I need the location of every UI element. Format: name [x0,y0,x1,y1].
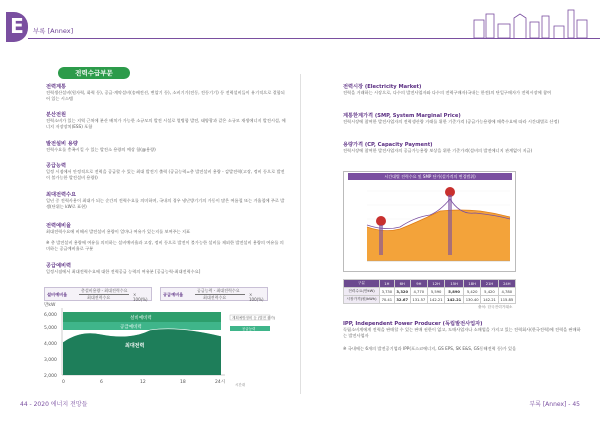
legend-label: 계획예방정비 등 (발전 불가) [232,316,276,320]
table-header-cell: 구분 [344,280,380,288]
column-divider [300,74,301,394]
formula-numerator: 공급능력 - 최대전력수요 [197,288,240,293]
table-header-cell: 18H [464,280,481,288]
smp-chart [345,181,515,271]
formula-multiplier: × 100(%) [133,292,148,302]
formula-label: 공급예비율 [163,292,184,297]
term-desc: 전력소비가 있는 지역 근처에 분산 배치가 가능한 소규모의 발전 시설로 열병합 발전, 태양광과 같은 소규모 재생에너지 발전시설, 에너지 저장장치(ESS) 포함 [46,118,286,130]
low-pointer [379,225,383,255]
annex-label: 부록 [Annex] [33,27,74,35]
term-desc: 전력시장에 참여한 발전사업자의 전력생산량 거래를 위한 기준가격 (공급가능용량에 매축수요에 따라 시간대별로 산정) [343,119,560,124]
table-header-cell: 24H [498,280,515,288]
term-heading: 용량가격 (CP, Capacity Payment) [343,142,433,148]
table-cell: 115.85 [498,296,515,304]
table-header-cell: 1H [379,280,394,288]
table-cell: 시장가격(원/kWh) [344,296,380,304]
table-header-row [344,280,516,288]
term-desc: 일정시점에서 최대전력수요에 대한 전력공급 능력의 여유분 [공급능력-최대전력수요] [46,269,201,274]
term-desc: 일년 중 전력사용이 최대가 되는 순간의 전력수요를 의미하며, 국내의 경우 냉난방기기의 가동이 많은 여름철 또는 겨울철에 주로 발생(단위는 kW로 표현) [46,198,285,210]
term-desc: 전력시장에 참여한 발전사업자의 공급가능용량 보상을 위한 기준가격(설비의 발전에너지 관계없이 지급) [343,148,533,153]
table-cell: 전력수요(만kW) [344,288,380,296]
table-cell: 5,420 [464,288,481,296]
table-cell: 142.21 [427,296,444,304]
term-heading: 전력시장 (Electricity Market) [343,84,422,90]
table-cell: 142.21 [481,296,498,304]
table-cell: 131.57 [410,296,427,304]
term-desc: 최대전력수요에 비해서 발전설비 용량이 얼마나 여유가 있는지를 보여주는 지표 [46,229,191,234]
layer-label: 설비예비력 [130,316,152,321]
term-heading: 분산전원 [46,112,67,118]
formula-supply-reserve [160,287,268,301]
term-heading: 공급예비력 [46,263,72,269]
y-unit: 만kW [44,303,56,308]
term-desc: 독립소비계에게 전력을 판매할 수 있는 판매 권한이 없고, 도매사업자나 소매업을 가지고 있는 전력회사(한국전력)에 전력을 판매하는 발전사업자 [343,327,581,339]
x-tick: 6 [100,380,103,385]
table-source: 출처: 한국전력거래소 [478,305,513,309]
table-cell: 70.41 [379,296,394,304]
table-cell: 5,420 [481,288,498,296]
table-header-cell: 9H [410,280,427,288]
table-cell: 4,770 [410,288,427,296]
formula-denominator: 최대전력수요 [87,295,111,300]
section-title: 전력수급부문 [58,67,130,79]
demand-price-table [343,279,516,304]
term-desc: 전력수요를 충족시킬 수 있는 발전소 용량의 예상 합(@용량) [46,147,156,152]
high-pointer [448,195,452,255]
y-tick: 3,000 [44,358,57,363]
term-heading: 전력예비율 [46,223,72,229]
table-header-cell: 12H [427,280,444,288]
table-header-cell: 6H [394,280,410,288]
table-header-cell: 15H [445,280,464,288]
x-tick: 0 [62,380,65,385]
y-tick: 2,000 [44,374,57,379]
term-desc: 전력을 거래하는 시장으로, 다수의 발전사업자와 다수의 전력구매자(국내는 한전)의 단일구매자가 전력시장에 참여 [343,90,552,95]
term-desc: 일정 시점에서 안정적으로 전력을 공급할 수 있는 최대 발전기 출력 (공급능력=총 발전설비 용량 - 감발전력(고장, 정비 등으로 발전이 불가능한 발전설비 용량)) [46,169,285,181]
table-row [344,296,516,304]
formula-multiplier: × 100(%) [249,292,264,302]
x-tick: 12 [140,380,146,385]
layer-label: 최대전력 [125,343,145,349]
formula-numerator: 총설비용량 - 최대전력수요 [81,288,128,293]
smp-chart-title: 시간대별 전력수요 및 SMP 단가(설가격의 변경범위) [348,173,512,180]
table-cell: 4,780 [498,288,515,296]
table-cell: 32.67 [394,296,410,304]
table-cell: 5,890 [445,288,464,296]
table-header-cell: 21H [481,280,498,288]
skyline-illustration [470,6,590,38]
demand-area [367,210,510,261]
term-desc: 전력생산설비(원자력, 화력 등), 공급·계약설비(송배전선, 변압기 등), 소비기기(전동, 전등기기) 등 전력설비들이 유기적으로 결합되어 있는 시스템 [46,90,285,102]
footer-left: 44 - 2020 에너지 전망들 [20,401,88,408]
table-cell: 3,730 [379,288,394,296]
legend-label: 공급능력 [242,327,256,331]
header-rule [28,38,600,39]
supply-reserve-band [63,322,221,330]
table-cell: 3,320 [394,288,410,296]
ipp-note: ※ 국내에는 6개의 발전공기업과 IPP(포스코에너지, GS EPS, SK E&S, GS동해전력 등)가 있음 [343,346,517,351]
term-heading: 공급능력 [46,163,67,169]
y-tick: 4,000 [44,342,57,347]
reserve-diagram [40,300,290,390]
layer-label: 공급예비력 [120,325,142,330]
term-heading: 전력계통 [46,84,67,90]
table-cell: 5,590 [427,288,444,296]
term-heading: 최대전력수요 [46,192,77,198]
y-tick: 6,000 [44,313,57,318]
table-cell: 130.40 [464,296,481,304]
term-heading: 계통한계가격 (SMP, System Marginal Price) [343,113,461,119]
term-heading: IPP, Independent Power Producer (독립발전사업자) [343,321,483,327]
footer-right: 부록 [Annex] - 45 [529,401,580,408]
y-tick: 5,000 [44,326,57,331]
term-heading: 발전설비 용량 [46,141,78,147]
table-row [344,288,516,296]
axis-caption: 시간대 [235,383,246,387]
peak-demand-area [63,329,221,375]
formula-denominator: 최대전력수요 [203,295,227,300]
min-marker [376,216,386,226]
x-tick: 24시 [215,380,226,385]
formula-label: 설비예비율 [47,292,68,297]
table-cell: 142.21 [445,296,464,304]
formula-facility-reserve [44,287,152,301]
reserve-note: ※ 총 발전설비 용량에 여유를 의미하는 설비예비율과 고장, 정비 등으로 발전이 불가능한 설비를 제외한 발전설비 용량의 여유를 의미하는 공급예비율로 구분 [46,240,284,251]
annex-badge: E [6,12,28,42]
x-tick: 18 [180,380,186,385]
